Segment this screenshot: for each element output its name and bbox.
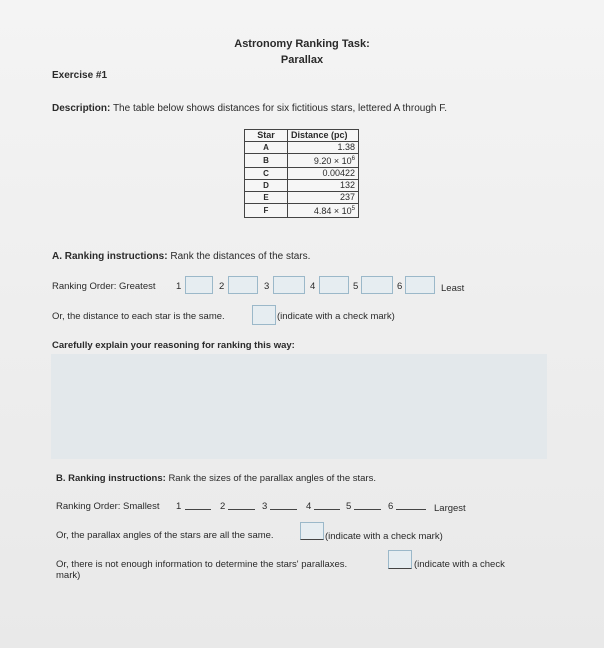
star-distance-table	[244, 129, 359, 218]
rank-b-number-3: 3	[262, 501, 268, 512]
section-b-same-text: Or, the parallax angles of the stars are all the same.	[56, 530, 274, 541]
distance-base: 9.20 × 10	[313, 156, 352, 166]
section-a-ranking-prefix: Ranking Order: Greatest	[52, 281, 156, 292]
rank-a-blank-5[interactable]	[361, 276, 393, 294]
distance-base: 4.84 × 10	[313, 206, 352, 216]
description-text: The table below shows distances for six fictitious stars, lettered A through F.	[112, 103, 448, 114]
rank-b-number-5: 5	[346, 501, 352, 512]
rank-a-blank-3[interactable]	[273, 276, 305, 294]
rank-b-number-2: 2	[220, 501, 226, 512]
section-b-heading-label: B. Ranking instructions:	[56, 473, 166, 484]
worksheet-subtitle: Parallax	[280, 54, 324, 66]
exercise-label: Exercise #1	[52, 70, 108, 81]
description-label: Description:	[52, 103, 111, 114]
distance-exponent: 6	[351, 156, 355, 162]
rank-b-number-6: 6	[388, 501, 394, 512]
section-b-notenough-hint: (indicate with a check	[414, 559, 505, 570]
rank-a-number-3: 3	[264, 281, 270, 292]
section-a-heading	[52, 251, 310, 262]
rank-a-blank-6[interactable]	[405, 276, 435, 294]
star-letter: A	[245, 142, 288, 154]
star-letter: F	[245, 204, 288, 218]
rank-a-number-4: 4	[310, 281, 316, 292]
rank-b-end-label: Largest	[434, 503, 466, 514]
column-header-distance: Distance (pc)	[288, 130, 359, 142]
star-distance: 0.00422	[288, 168, 359, 180]
star-letter: B	[245, 154, 288, 168]
star-distance	[288, 204, 359, 218]
table-row	[245, 204, 359, 218]
table-row	[245, 142, 359, 154]
section-b-notenough-text: Or, there is not enough information to determine the stars' parallaxes.	[56, 559, 348, 570]
star-distance: 237	[288, 192, 359, 204]
rank-a-blank-4[interactable]	[319, 276, 349, 294]
section-b-same-hint: (indicate with a check mark)	[325, 531, 443, 542]
rank-a-number-2: 2	[219, 281, 225, 292]
rank-b-blank-2[interactable]	[228, 500, 255, 510]
section-a-explain-prompt: Carefully explain your reasoning for ranking this way:	[52, 340, 295, 351]
star-distance: 132	[288, 180, 359, 192]
section-b-heading-text: Rank the sizes of the parallax angles of the stars.	[168, 473, 376, 484]
section-a-same-text: Or, the distance to each star is the same.	[52, 311, 225, 322]
star-letter: E	[245, 192, 288, 204]
section-b-same-checkbox[interactable]	[300, 522, 324, 540]
rank-a-number-1: 1	[176, 281, 182, 292]
table-row	[245, 180, 359, 192]
rank-b-number-1: 1	[176, 501, 182, 512]
rank-b-number-4: 4	[306, 501, 312, 512]
star-letter: C	[245, 168, 288, 180]
section-a-heading-label: A. Ranking instructions:	[52, 251, 168, 262]
section-b-ranking-prefix: Ranking Order: Smallest	[56, 501, 160, 512]
section-a-same-checkbox[interactable]	[252, 305, 276, 325]
table-row	[245, 154, 359, 168]
rank-a-number-6: 6	[397, 281, 403, 292]
section-a-same-hint: (indicate with a check mark)	[277, 311, 395, 322]
section-b-notenough-checkbox[interactable]	[388, 550, 412, 569]
rank-a-end-label: Least	[441, 283, 465, 294]
star-distance: 1.38	[288, 142, 359, 154]
section-b-heading	[56, 473, 376, 484]
rank-a-blank-2[interactable]	[228, 276, 258, 294]
rank-b-blank-1[interactable]	[185, 500, 211, 510]
reasoning-answer-area[interactable]	[51, 354, 547, 459]
star-letter: D	[245, 180, 288, 192]
column-header-star: Star	[245, 130, 288, 142]
rank-b-blank-6[interactable]	[396, 500, 426, 510]
section-a-heading-text: Rank the distances of the stars.	[170, 251, 311, 262]
table-row	[245, 168, 359, 180]
rank-b-blank-3[interactable]	[270, 500, 297, 510]
rank-a-number-5: 5	[353, 281, 359, 292]
distance-exponent: 5	[351, 206, 355, 212]
rank-b-blank-5[interactable]	[354, 500, 381, 510]
table-row	[245, 192, 359, 204]
worksheet-title: Astronomy Ranking Task:	[234, 38, 370, 50]
section-b-notenough-hint-cont: mark)	[56, 570, 81, 581]
rank-a-blank-1[interactable]	[185, 276, 213, 294]
star-distance	[288, 154, 359, 168]
description	[52, 103, 447, 114]
rank-b-blank-4[interactable]	[314, 500, 340, 510]
